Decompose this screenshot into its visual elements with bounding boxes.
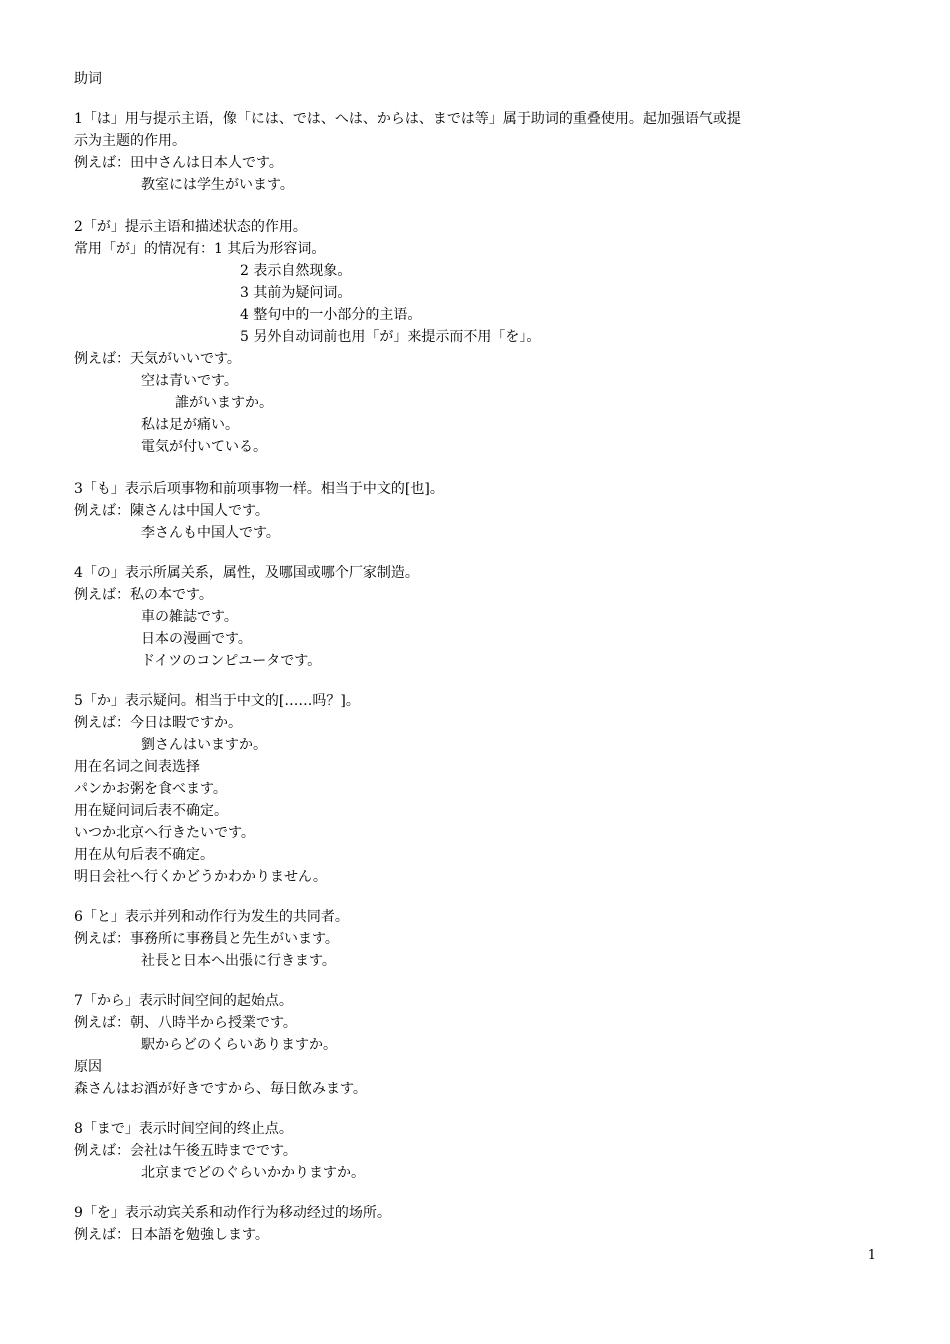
text-line: 例えば：事務所に事務員と先生がいます。 (74, 931, 339, 947)
text-line: 4 整句中的一小部分的主语。 (240, 307, 422, 323)
page-number: 1 (867, 1248, 876, 1263)
text-line: いつか北京へ行きたいです。 (74, 825, 255, 841)
text-line: 例えば：朝、八時半から授業です。 (74, 1015, 297, 1031)
text-line: 1「は」用与提示主语，像「には、では、へは、からは、までは等」属于助词的重叠使用。起加强语气或提 (74, 111, 741, 127)
text-line: パンかお粥を食べます。 (74, 781, 227, 797)
text-line: 5 另外自动词前也用「が」来提示而不用「を」。 (240, 329, 541, 345)
text-line: 原因 (74, 1059, 102, 1075)
text-line: 常用「が」的情况有：1 其后为形容词。 (74, 241, 326, 257)
text-line: 教室には学生がいます。 (141, 177, 294, 193)
text-line: 6「と」表示并列和动作行为发生的共同者。 (74, 909, 349, 925)
text-line: 例えば：今日は暇ですか。 (74, 715, 242, 731)
page-title: 助词 (74, 71, 102, 87)
text-line: 2「が」提示主语和描述状态的作用。 (74, 219, 307, 235)
text-line: 空は青いです。 (141, 373, 238, 389)
text-line: 明日会社へ行くかどうかわかりません。 (74, 869, 327, 885)
text-line: 用在从句后表不确定。 (74, 847, 214, 863)
text-line: 駅からどのくらいありますか。 (141, 1037, 337, 1053)
text-line: ドイツのコンピユータです。 (141, 653, 322, 669)
text-line: 示为主题的作用。 (74, 133, 186, 149)
text-line: 北京までどのぐらいかかりますか。 (141, 1165, 365, 1181)
text-line: 9「を」表示动宾关系和动作行为移动经过的场所。 (74, 1205, 391, 1221)
text-line: 例えば：会社は午後五時までです。 (74, 1143, 297, 1159)
text-line: 用在名词之间表选择 (74, 759, 200, 775)
text-line: 社長と日本へ出張に行きます。 (141, 953, 336, 969)
text-line: 私は足が痛い。 (141, 417, 239, 433)
text-line: 5「か」表示疑问。相当于中文的[……吗？]。 (74, 693, 360, 709)
text-line: 3「も」表示后项事物和前项事物一样。相当于中文的[也]。 (74, 481, 444, 497)
text-line: 李さんも中国人です。 (141, 525, 280, 541)
text-line: 例えば：天気がいいです。 (74, 351, 241, 367)
text-line: 例えば：田中さんは日本人です。 (74, 155, 283, 171)
text-line: 森さんはお酒が好きですから、毎日飲みます。 (74, 1081, 367, 1097)
text-line: 用在疑问词后表不确定。 (74, 803, 228, 819)
text-line: 例えば：陳さんは中国人です。 (74, 503, 269, 519)
text-line: 2 表示自然现象。 (240, 263, 352, 279)
text-line: 例えば：私の本です。 (74, 587, 213, 603)
text-line: 劉さんはいますか。 (141, 737, 267, 753)
text-line: 例えば：日本語を勉強します。 (74, 1227, 269, 1243)
text-line: 日本の漫画です。 (141, 631, 252, 647)
text-line: 車の雑誌です。 (141, 609, 238, 625)
text-line: 4「の」表示所属关系，属性，及哪国或哪个厂家制造。 (74, 565, 419, 581)
text-line: 7「から」表示时间空间的起始点。 (74, 993, 293, 1009)
text-line: 電気が付いている。 (141, 439, 267, 455)
text-line: 3 其前为疑问词。 (240, 285, 352, 301)
text-line: 誰がいますか。 (175, 395, 273, 411)
text-line: 8「まで」表示时间空间的终止点。 (74, 1121, 293, 1137)
